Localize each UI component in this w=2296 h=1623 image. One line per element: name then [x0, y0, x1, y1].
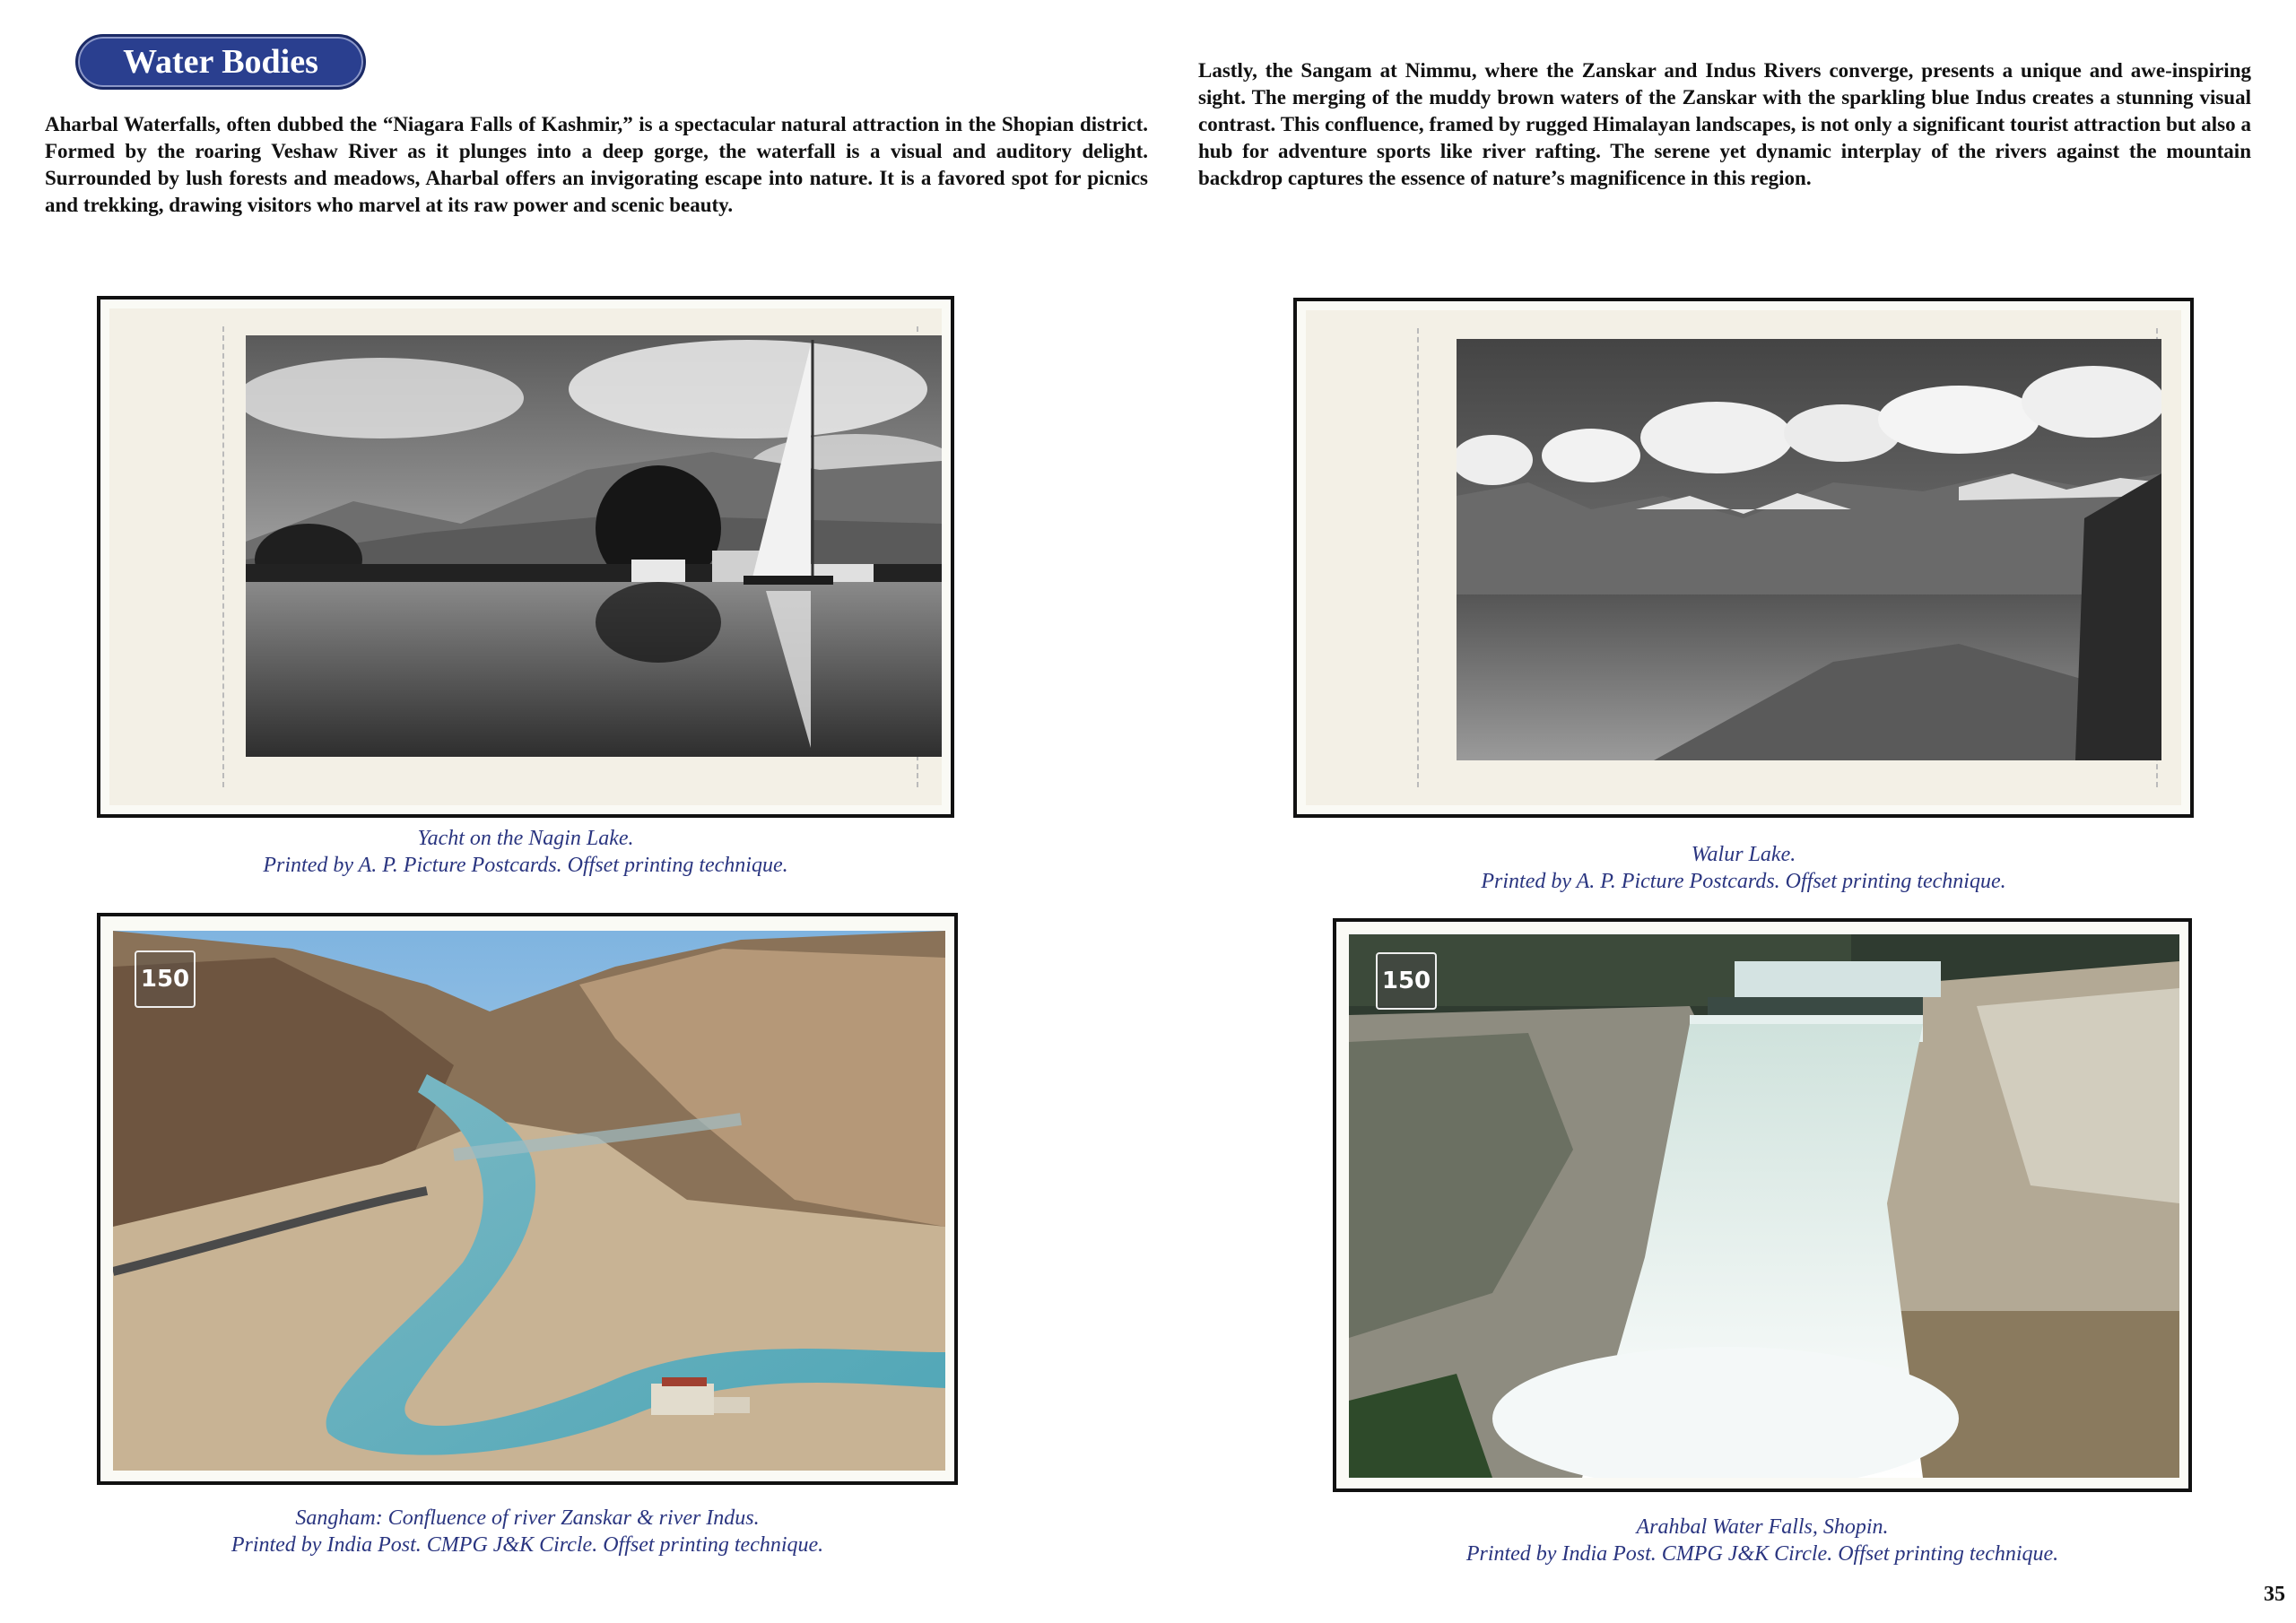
- caption-title: Arahbal Water Falls, Shopin.: [1636, 1515, 1889, 1539]
- anniversary-logo: 150: [1376, 952, 1437, 1010]
- section-title: Water Bodies: [123, 43, 318, 81]
- section-title-badge: [75, 34, 366, 90]
- caption-title: Yacht on the Nagin Lake.: [417, 827, 634, 850]
- postcard-frame-arahbal: [1333, 918, 2192, 1492]
- india-post-logo: [2074, 959, 2179, 1478]
- caption-nagin-lake: [97, 825, 954, 879]
- photo-walur-lake: [1457, 339, 2161, 760]
- anniversary-logo: 150: [135, 950, 196, 1008]
- page-number: 35: [2264, 1583, 2285, 1606]
- caption-credit: Printed by A. P. Picture Postcards. Offset printing technique.: [263, 854, 788, 877]
- caption-walur-lake: [1293, 841, 2194, 895]
- caption-title: Sangham: Confluence of river Zanskar & river Indus.: [295, 1506, 760, 1530]
- postcard-card: [1306, 310, 2181, 805]
- postcard-card: [109, 308, 942, 805]
- caption-sangham: [97, 1505, 958, 1558]
- postcard-frame-sangham: [97, 913, 958, 1485]
- india-post-logo: [848, 961, 945, 1471]
- caption-credit: Printed by India Post. CMPG J&K Circle. Offset printing technique.: [230, 1533, 824, 1557]
- postcard-frame-walur-lake: [1293, 298, 2194, 818]
- caption-title: Walur Lake.: [1691, 843, 1796, 866]
- paragraph-sangam: Lastly, the Sangam at Nimmu, where the Zanskar and Indus Rivers converge, presents a unique and awe-inspiring sight. The merging of the muddy brown waters of the Zanskar with the sparkling blue Indus creates a stunning visual contrast. This confluence, framed by rugged Himalayan landscapes, is not only a significant tourist attraction but also a hub for adventure sports like river rafting. The serene yet dynamic interplay of the rivers against the mountain backdrop captures the essence of nature’s magnificence in this region.: [1198, 59, 2251, 189]
- caption-credit: Printed by India Post. CMPG J&K Circle. Offset printing technique.: [1465, 1542, 2059, 1566]
- caption-credit: Printed by A. P. Picture Postcards. Offset printing technique.: [1481, 870, 2006, 893]
- photo-sangham-confluence: [113, 931, 945, 1471]
- photo-yacht-nagin-lake: [246, 335, 942, 757]
- postcard-frame-nagin-lake: [97, 296, 954, 818]
- caption-arahbal: [1333, 1514, 2192, 1567]
- photo-arahbal-water-falls: [1349, 934, 2179, 1478]
- paragraph-aharbal: Aharbal Waterfalls, often dubbed the “Niagara Falls of Kashmir,” is a spectacular natural attraction in the Shopian district. Formed by the roaring Veshaw River as it plunges into a deep gorge, the waterfall is a visual and auditory delight. Surrounded by lush forests and meadows, Aharbal offers an invigorating escape into nature. It is a favored spot for picnics and trekking, drawing visitors who marvel at its raw power and scenic beauty.: [45, 113, 1148, 216]
